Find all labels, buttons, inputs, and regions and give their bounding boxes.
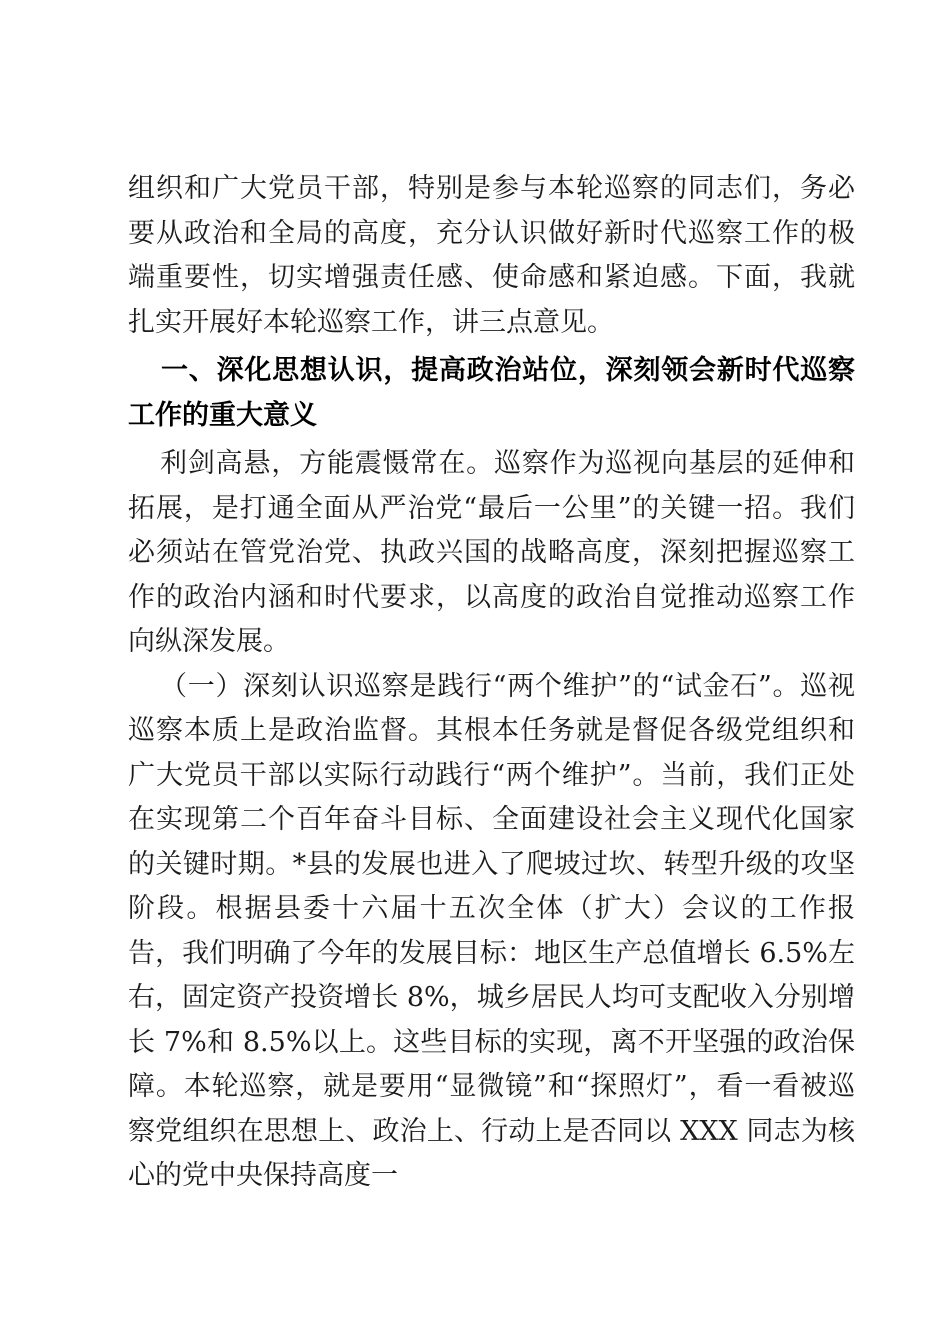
paragraph-point-one: （一）深刻认识巡察是践行“两个维护”的“试金石”。巡视巡察本质上是政治监督。其根本任务就是督促各级党组织和广大党员干部以实际行动践行“两个维护”。当前，我们正处在实现第二个百年奋斗目标、全面建设社会主义现代化国家的关键时期。*县的发展也进入了爬坡过坎、转型升级的攻坚阶段。根据县委十六届十五次全体（扩大）会议的工作报告，我们明确了今年的发展目标：地区生产总值增长 6.5%左右，固定资产投资增长 8%，城乡居民人均可支配收入分别增长 7%和 8.5%以上。这些目标的实现，离不开坚强的政治保障。本轮巡察，就是要用“显微镜”和“探照灯”，看一看被巡察党组织在思想上、政治上、行动上是否同以 XXX 同志为核心的党中央保持高度一 [128,670,855,1191]
paragraph-section-intro: 利剑高悬，方能震慑常在。巡察作为巡视向基层的延伸和拓展，是打通全面从严治党“最后一公里”的关键一招。我们必须站在管党治党、执政兴国的战略高度，深刻把握巡察工作的政治内涵和时代要求，以高度的政治自觉推动巡察工作向纵深发展。 [128,448,855,657]
document-text-block [128,167,855,1199]
section-heading-one: 一、深化思想认识，提高政治站位，深刻领会新时代巡察工作的重大意义 [128,355,855,431]
paragraph-continuation: 组织和广大党员干部，特别是参与本轮巡察的同志们，务必要从政治和全局的高度，充分认识做好新时代巡察工作的极端重要性，切实增强责任感、使命感和紧迫感。下面，我就扎实开展好本轮巡察工作，讲三点意见。 [128,173,855,338]
